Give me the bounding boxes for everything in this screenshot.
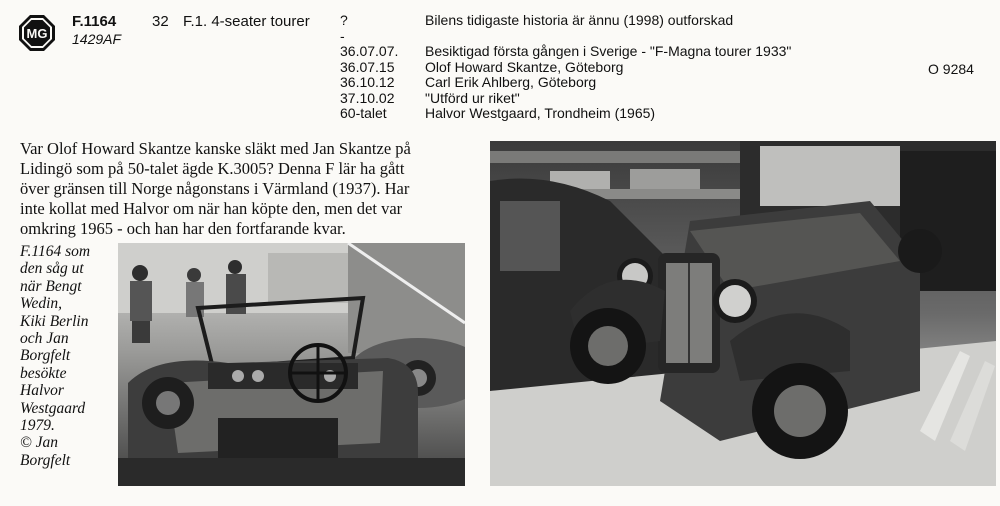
caption-line: Borgfelt bbox=[20, 451, 71, 469]
body-line: inte kollat med Halvor om när han köpte den, men det var bbox=[20, 199, 403, 218]
logo-text: MG bbox=[26, 26, 48, 41]
history-date: 36.10.12 bbox=[340, 74, 395, 90]
photo-caption bbox=[20, 243, 116, 469]
body-line: Lidingö som på 50-talet ägde K.3005? Denna F lär ha gått bbox=[20, 159, 405, 178]
history-entry: "Utförd ur riket" bbox=[425, 89, 520, 106]
caption-line: den såg ut bbox=[20, 260, 84, 278]
history-date: ? bbox=[340, 12, 348, 28]
caption-line: F.1164 som bbox=[20, 243, 91, 260]
mg-logo bbox=[18, 14, 56, 52]
history-entry: Halvor Westgaard, Trondheim (1965) bbox=[425, 105, 656, 121]
history-entry: Besiktigad första gången i Sverige - "F-Magna tourer 1933" bbox=[425, 43, 792, 59]
history-entry: Bilens tidigaste historia är ännu (1998) outforskad bbox=[425, 12, 734, 28]
history-date: 36.07.15 bbox=[340, 58, 395, 75]
history-entries bbox=[425, 13, 791, 122]
caption-line: Borgfelt bbox=[20, 347, 71, 365]
history-date: 36.07.07. bbox=[340, 43, 399, 59]
body-paragraph bbox=[20, 139, 490, 239]
history-date: 60-talet bbox=[340, 105, 387, 121]
model-name: F.1. 4-seater tourer bbox=[183, 13, 310, 30]
registration-plate: O 9284 bbox=[928, 61, 974, 77]
history-date: 37.10.02 bbox=[340, 89, 395, 106]
history-date: - bbox=[340, 27, 345, 44]
caption-line: Halvor bbox=[20, 382, 64, 400]
caption-line: besökte bbox=[20, 364, 67, 382]
caption-line: 1979. bbox=[20, 417, 55, 435]
entry-number: 32 bbox=[152, 13, 169, 30]
mg-octagon-logo-icon bbox=[18, 14, 56, 52]
caption-line: © Jan bbox=[20, 434, 59, 452]
history-dates bbox=[340, 13, 398, 122]
engine-number: 1429AF bbox=[72, 31, 122, 47]
caption-line: Wedin, bbox=[20, 295, 63, 313]
chassis-number: F.1164 bbox=[72, 13, 117, 30]
photo-car-in-garage bbox=[490, 141, 996, 486]
history-entry bbox=[425, 29, 791, 45]
photo-1979-visit bbox=[118, 243, 465, 486]
body-line: omkring 1965 - och han har den fortfarande kvar. bbox=[20, 219, 346, 238]
history-entry: Olof Howard Skantze, Göteborg bbox=[425, 58, 624, 75]
history-entry: Carl Erik Ahlberg, Göteborg bbox=[425, 74, 597, 90]
caption-line: Kiki Berlin bbox=[20, 312, 89, 330]
caption-line: när Bengt bbox=[20, 277, 82, 295]
body-line: över gränsen till Norge någonstans i Värmland (1937). Har bbox=[20, 179, 410, 198]
caption-line: och Jan bbox=[20, 330, 69, 348]
body-line: Var Olof Howard Skantze kanske släkt med Jan Skantze på bbox=[20, 139, 411, 158]
caption-line: Westgaard bbox=[20, 399, 86, 417]
